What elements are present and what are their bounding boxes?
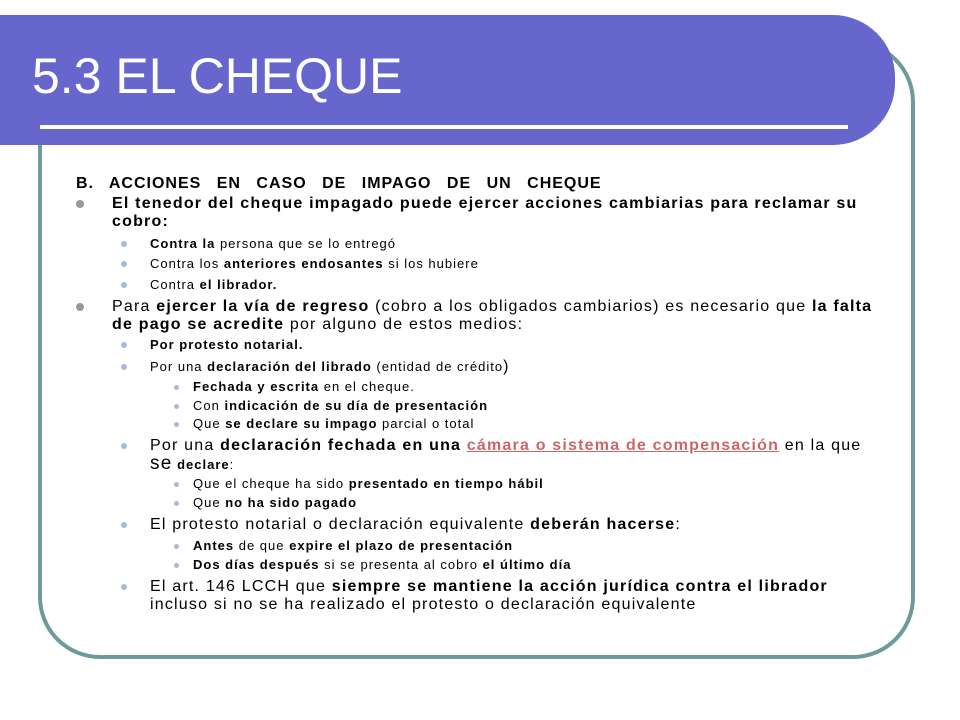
text-segment: Por una bbox=[150, 359, 208, 374]
sub-bullet-icon bbox=[121, 261, 127, 267]
bold-text-segment: Fechada y escrita bbox=[193, 379, 320, 394]
bold-text-segment: deberán hacerse bbox=[530, 516, 676, 533]
text-segment: de que bbox=[234, 538, 290, 553]
text-segment: El protesto notarial o declaración equivalente bbox=[150, 516, 531, 533]
bold-text-segment: la falta bbox=[811, 298, 873, 315]
subpoint-drawee-declaration bbox=[150, 359, 509, 375]
section-heading: B. ACCIONES EN CASO DE IMPAGO DE UN CHEQUE bbox=[76, 175, 602, 192]
sub-bullet-icon bbox=[121, 342, 127, 348]
sub-bullet-icon bbox=[121, 241, 127, 247]
subpoint-notarial-protest bbox=[150, 337, 303, 353]
text-segment: en la que bbox=[779, 437, 862, 454]
text-segment: ) bbox=[503, 358, 510, 375]
bold-text-segment: anteriores endosantes bbox=[223, 256, 384, 271]
text-segment: Contra los bbox=[150, 256, 224, 271]
bold-text-segment: expire el plazo de presentación bbox=[289, 538, 514, 553]
bold-text-segment: de pago se acredite bbox=[112, 316, 285, 333]
text-segment: persona que se lo entregó bbox=[215, 236, 397, 251]
subpoint-presentation-date bbox=[193, 398, 488, 414]
slide-title: 5.3 EL CHEQUE bbox=[32, 48, 403, 104]
bold-text-segment: ejercer la vía de regreso bbox=[156, 298, 370, 315]
sub-sub-bullet-icon bbox=[174, 404, 179, 409]
subpoint-two-days-after bbox=[193, 557, 571, 573]
text-segment: Contra bbox=[150, 277, 200, 292]
sub-sub-bullet-icon bbox=[174, 563, 179, 568]
text-segment: por alguno de estos medios: bbox=[284, 316, 524, 333]
bold-text-segment: declaración del librado bbox=[207, 359, 372, 374]
text-segment: parcial o total bbox=[377, 416, 475, 431]
text-segment: Con bbox=[193, 398, 225, 413]
bold-text-segment: indicación de su día de presentación bbox=[224, 398, 489, 413]
bold-text-segment: no ha sido pagado bbox=[225, 495, 358, 510]
text-segment: : bbox=[229, 457, 235, 472]
subpoint-art-146 bbox=[150, 578, 828, 614]
bullet-icon bbox=[76, 303, 84, 311]
bold-text-segment: el último día bbox=[482, 557, 572, 572]
subpoint-before-expiry bbox=[193, 538, 513, 554]
sub-sub-bullet-icon bbox=[174, 501, 179, 506]
clearing-system-link[interactable]: cámara o sistema de compensación bbox=[466, 437, 780, 454]
text-segment: si los hubiere bbox=[383, 256, 479, 271]
bold-text-segment: Contra la bbox=[150, 236, 216, 251]
bold-text-segment: El tenedor del cheque impagado puede ejercer acciones cambiarias para reclamar su bbox=[112, 195, 858, 212]
text-segment: Que bbox=[193, 416, 226, 431]
text-segment: Que el cheque ha sido bbox=[193, 476, 349, 491]
bold-text-segment: Por protesto notarial. bbox=[150, 337, 304, 352]
subpoint-not-paid bbox=[193, 495, 357, 511]
sub-sub-bullet-icon bbox=[174, 422, 179, 427]
bold-text-segment: presentado en tiempo hábil bbox=[348, 476, 544, 491]
text-segment: (entidad de crédito bbox=[371, 359, 504, 374]
subpoint-against-endorsers bbox=[150, 256, 479, 272]
text-segment: se bbox=[150, 453, 173, 474]
text-segment: (cobro a los obligados cambiarios) es necesario que bbox=[369, 298, 812, 315]
bold-text-segment: el librador. bbox=[199, 277, 278, 292]
text-segment: si se presenta al cobro bbox=[319, 557, 483, 572]
text-segment: incluso si no se ha realizado el protesto o declaración equivalente bbox=[150, 596, 697, 613]
subpoint-against-drawer bbox=[150, 277, 277, 293]
bold-text-segment: Dos días después bbox=[193, 557, 320, 572]
bold-text-segment: se declare su impago bbox=[225, 416, 378, 431]
subpoint-against-giver bbox=[150, 236, 396, 252]
subpoint-clearing-declaration bbox=[150, 437, 861, 474]
text-segment: : bbox=[675, 516, 682, 533]
subpoint-nonpayment-declared bbox=[193, 416, 474, 432]
bold-text-segment: siempre se mantiene la acción jurídica contra el librador bbox=[331, 578, 828, 595]
subpoint-presented-on-time bbox=[193, 476, 544, 492]
bullet-icon bbox=[76, 200, 84, 208]
subpoint-deadline bbox=[150, 516, 681, 534]
sub-sub-bullet-icon bbox=[174, 482, 179, 487]
bold-text-segment: declare bbox=[172, 457, 230, 472]
bold-text-segment: Antes bbox=[193, 538, 235, 553]
text-segment: en el cheque. bbox=[319, 379, 415, 394]
sub-sub-bullet-icon bbox=[174, 385, 179, 390]
sub-bullet-icon bbox=[121, 522, 127, 528]
text-segment: El art. 146 LCCH que bbox=[150, 578, 332, 595]
text-segment: Para bbox=[112, 298, 157, 315]
bold-text-segment: cobro: bbox=[112, 213, 169, 230]
sub-bullet-icon bbox=[121, 364, 127, 370]
text-segment: Por una bbox=[150, 437, 221, 454]
title-underline bbox=[40, 125, 848, 129]
sub-sub-bullet-icon bbox=[174, 544, 179, 549]
sub-bullet-icon bbox=[121, 443, 127, 449]
sub-bullet-icon bbox=[121, 282, 127, 288]
subpoint-dated-written bbox=[193, 379, 415, 395]
text-segment: Que bbox=[193, 495, 226, 510]
bold-text-segment: declaración fechada en una bbox=[220, 437, 467, 454]
point-recourse-requirements bbox=[112, 298, 872, 334]
point-holder-actions bbox=[112, 195, 857, 231]
sub-bullet-icon bbox=[121, 584, 127, 590]
